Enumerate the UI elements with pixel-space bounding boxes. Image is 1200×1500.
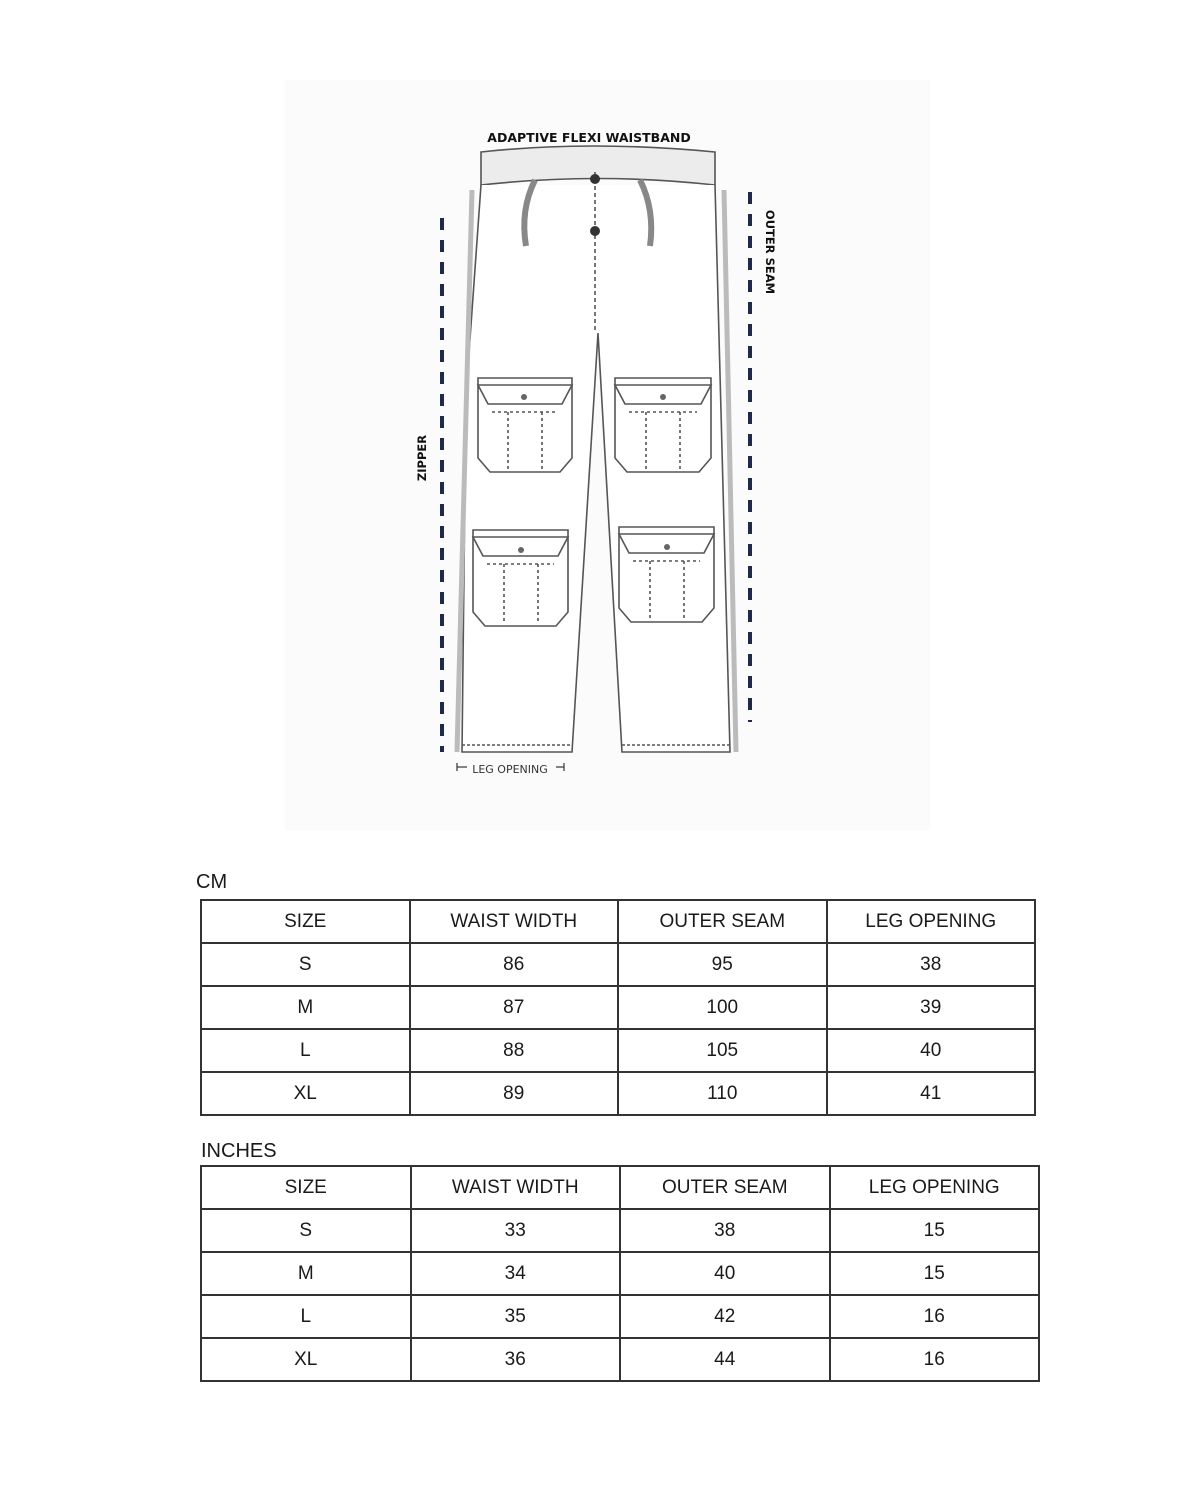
column-header: OUTER SEAM [620,1166,830,1209]
table-cell: 16 [830,1295,1040,1338]
table-cell: 41 [827,1072,1036,1115]
table-cell: 40 [827,1029,1036,1072]
inches-unit-label: INCHES [201,1140,277,1162]
table-header-row [201,900,1035,943]
table-cell: 35 [411,1295,621,1338]
inches-size-table [200,1165,1040,1382]
leg-opening-label: LEG OPENING [472,763,548,776]
table-cell: 110 [618,1072,827,1115]
column-header: WAIST WIDTH [410,900,619,943]
table-cell: L [201,1029,410,1072]
table-cell: 86 [410,943,619,986]
column-header: LEG OPENING [830,1166,1040,1209]
column-header: SIZE [201,1166,411,1209]
table-header-row [201,1166,1039,1209]
table-cell: 38 [620,1209,830,1252]
pocket-snap [521,394,527,400]
table-cell: 39 [827,986,1036,1029]
table-cell: 88 [410,1029,619,1072]
pocket-upper-left [478,378,572,472]
table-cell: 33 [411,1209,621,1252]
table-row [201,1209,1039,1252]
pocket-lower-left [473,530,568,626]
table-cell: S [201,1209,411,1252]
table-row [201,1338,1039,1381]
table-cell: S [201,943,410,986]
cm-unit-label: CM [196,871,228,893]
table-row [201,943,1035,986]
table-row [201,1295,1039,1338]
table-cell: 15 [830,1252,1040,1295]
table-row [201,986,1035,1029]
table-row [201,1029,1035,1072]
fly-button [590,226,600,236]
waistband-label: ADAPTIVE FLEXI WAISTBAND [487,130,691,145]
table-cell: 44 [620,1338,830,1381]
table-cell: XL [201,1072,410,1115]
table-row [201,1252,1039,1295]
table-cell: M [201,986,410,1029]
cm-size-table [200,899,1036,1116]
table-cell: 100 [618,986,827,1029]
table-cell: 89 [410,1072,619,1115]
table-cell: 40 [620,1252,830,1295]
table-cell: 42 [620,1295,830,1338]
table-cell: 38 [827,943,1036,986]
zipper-label: ZIPPER [415,434,429,482]
column-header: WAIST WIDTH [411,1166,621,1209]
table-cell: 15 [830,1209,1040,1252]
table-row [201,1072,1035,1115]
column-header: OUTER SEAM [618,900,827,943]
pocket-snap [660,394,666,400]
table-cell: 95 [618,943,827,986]
outer-seam-label: OUTER SEAM [763,209,777,295]
column-header: LEG OPENING [827,900,1036,943]
table-cell: XL [201,1338,411,1381]
table-cell: L [201,1295,411,1338]
pocket-lower-right [619,527,714,622]
table-cell: 34 [411,1252,621,1295]
pocket-snap [664,544,670,550]
table-cell: M [201,1252,411,1295]
column-header: SIZE [201,900,410,943]
pocket-snap [518,547,524,553]
table-cell: 16 [830,1338,1040,1381]
table-cell: 105 [618,1029,827,1072]
table-cell: 36 [411,1338,621,1381]
waist-button [590,174,600,184]
table-cell: 87 [410,986,619,1029]
pocket-upper-right [615,378,711,472]
